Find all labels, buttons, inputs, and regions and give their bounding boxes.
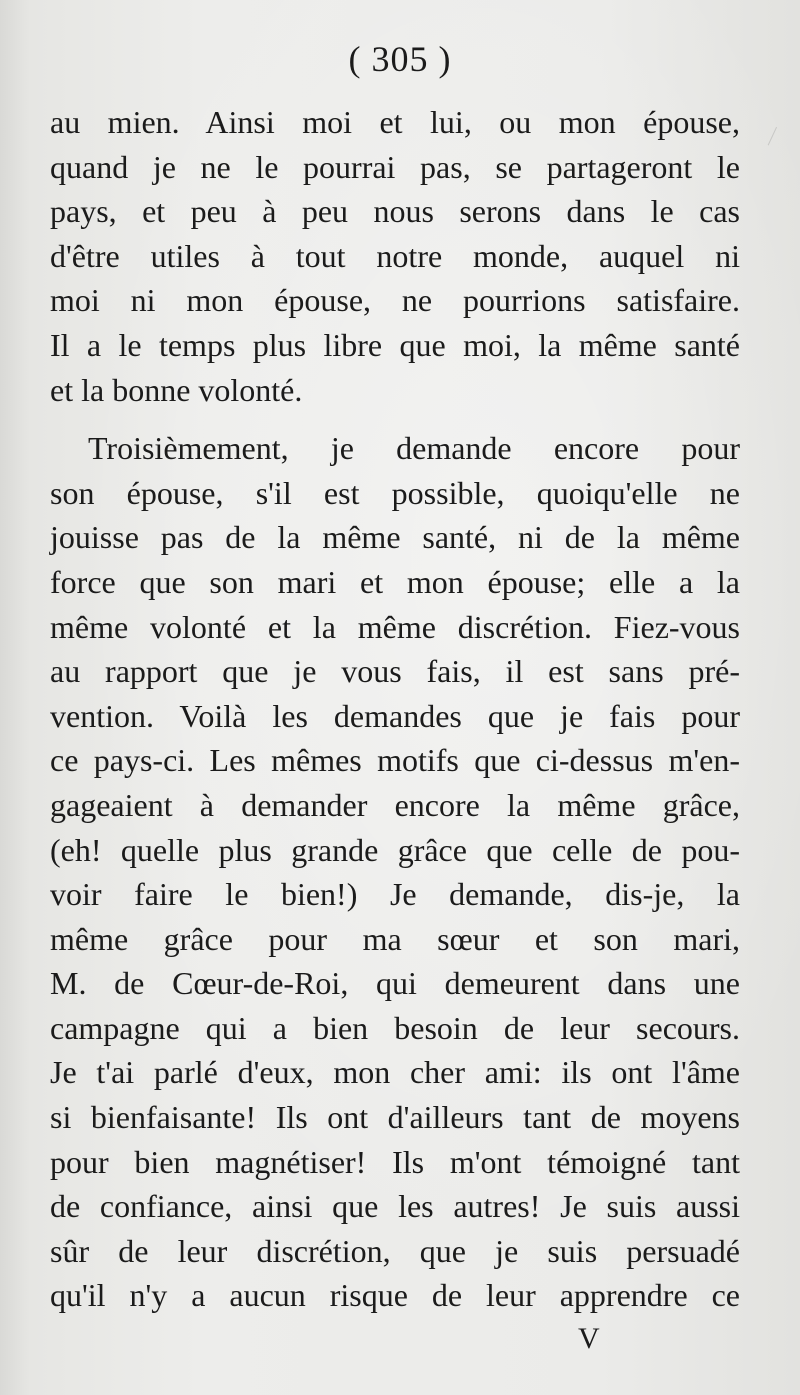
text-line: sûr de leur discrétion, que je suis persuadé (50, 1232, 740, 1269)
text-line: pour bien magnétiser! Ils m'ont témoigné tant (50, 1143, 740, 1180)
text-line: campagne qui a bien besoin de leur secours. (50, 1009, 740, 1046)
text-line: voir faire le bien!) Je demande, dis-je, la (50, 876, 740, 913)
text-line: même grâce pour ma sœur et son mari, (50, 920, 740, 957)
body-text (50, 100, 740, 1318)
text-line: Troisièmement, je demande encore pour (88, 430, 740, 467)
text-line: et la bonne volonté. (50, 371, 303, 408)
paper-mark (768, 127, 794, 153)
text-line: si bienfaisante! Ils ont d'ailleurs tant de moyens (50, 1099, 740, 1136)
text-line: moi ni mon épouse, ne pourrions satisfaire. (50, 282, 740, 319)
text-line: même volonté et la même discrétion. Fiez-vous (50, 608, 740, 645)
text-line: au rapport que je vous fais, il est sans pré- (50, 653, 740, 690)
text-line: gageaient à demander encore la même grâce, (50, 786, 740, 823)
text-line: ce pays-ci. Les mêmes motifs que ci-dessus m'en- (50, 742, 740, 779)
text-line: Il a le temps plus libre que moi, la même santé (50, 326, 740, 363)
text-line: M. de Cœur-de-Roi, qui demeurent dans une (50, 965, 740, 1002)
text-line: Je t'ai parlé d'eux, mon cher ami: ils ont l'âme (50, 1054, 740, 1091)
text-line: force que son mari et mon épouse; elle a la (50, 563, 740, 600)
text-line: pays, et peu à peu nous serons dans le cas (50, 193, 740, 230)
text-line: vention. Voilà les demandes que je fais pour (50, 697, 740, 734)
paragraph-gap (50, 412, 740, 426)
text-line: son épouse, s'il est possible, quoiqu'elle ne (50, 474, 740, 511)
page-number-header: ( 305 ) (348, 39, 452, 79)
text-line: d'être utiles à tout notre monde, auquel ni (50, 237, 740, 274)
text-line: quand je ne le pourrai pas, se partageront le (50, 148, 740, 185)
text-line: qu'il n'y a aucun risque de leur apprendre ce (50, 1277, 740, 1314)
text-line: au mien. Ainsi moi et lui, ou mon épouse, (50, 104, 740, 140)
signature-mark: V (578, 1322, 600, 1355)
text-line: jouisse pas de la même santé, ni de la même (50, 519, 740, 556)
text-line: (eh! quelle plus grande grâce que celle de pou- (50, 831, 740, 868)
text-line: de confiance, ainsi que les autres! Je suis aussi (50, 1188, 740, 1225)
